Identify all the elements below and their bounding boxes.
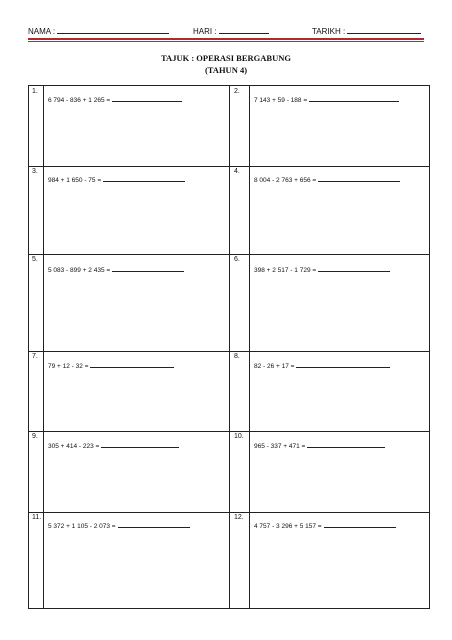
question-2[interactable] (254, 96, 399, 104)
answer-blank[interactable] (101, 442, 179, 448)
question-expression: 984 + 1 650 - 75 = (48, 177, 102, 184)
question-number: 10. (234, 433, 244, 440)
question-12[interactable] (254, 522, 396, 530)
grid-line (249, 86, 250, 608)
answer-blank[interactable] (90, 362, 174, 368)
question-expression: 398 + 2 517 - 1 729 = (254, 267, 317, 274)
question-number: 1. (32, 88, 38, 95)
answer-blank[interactable] (324, 522, 396, 528)
question-number: 9. (32, 433, 38, 440)
question-expression: 6 794 - 836 + 1 265 = (48, 97, 111, 104)
question-number: 4. (234, 168, 240, 175)
question-9[interactable] (48, 442, 179, 450)
nama-field[interactable] (28, 26, 169, 36)
worksheet-subtitle: (TAHUN 4) (204, 65, 248, 75)
question-expression: 305 + 414 - 223 = (48, 443, 100, 450)
tarikh-label: TARIKH : (312, 27, 346, 36)
answer-blank[interactable] (307, 442, 385, 448)
hari-field[interactable] (193, 26, 269, 36)
header-divider-dark (28, 41, 424, 42)
hari-label: HARI : (193, 27, 217, 36)
question-number: 2. (234, 88, 240, 95)
answer-blank[interactable] (112, 96, 182, 102)
question-number: 8. (234, 353, 240, 360)
hari-blank[interactable] (219, 26, 269, 34)
answer-blank[interactable] (112, 266, 184, 272)
questions-grid (28, 85, 430, 609)
question-3[interactable] (48, 176, 185, 184)
question-expression: 965 - 337 + 471 = (254, 443, 306, 450)
question-6[interactable] (254, 266, 390, 274)
answer-blank[interactable] (318, 266, 390, 272)
question-4[interactable] (254, 176, 400, 184)
question-5[interactable] (48, 266, 184, 274)
question-expression: 8 004 - 2 763 + 656 = (254, 177, 317, 184)
nama-label: NAMA : (28, 27, 56, 36)
question-1[interactable] (48, 96, 182, 104)
grid-line (29, 512, 429, 513)
header-divider-red (28, 38, 424, 40)
question-expression: 5 372 + 1 105 - 2 073 = (48, 523, 116, 530)
student-info-header (28, 26, 424, 38)
question-number: 5. (32, 256, 38, 263)
question-7[interactable] (48, 362, 174, 370)
question-11[interactable] (48, 522, 190, 530)
answer-blank[interactable] (296, 362, 390, 368)
question-expression: 7 143 + 59 - 188 = (254, 97, 308, 104)
question-8[interactable] (254, 362, 390, 370)
tarikh-blank[interactable] (347, 26, 421, 34)
grid-line (29, 431, 429, 432)
grid-line (29, 254, 429, 255)
question-expression: 79 + 12 - 32 = (48, 363, 89, 370)
grid-line (43, 86, 44, 608)
question-number: 6. (234, 256, 240, 263)
grid-line (229, 86, 230, 608)
question-number: 3. (32, 168, 38, 175)
answer-blank[interactable] (103, 176, 185, 182)
question-number: 11. (32, 514, 42, 521)
question-expression: 82 - 26 + 17 = (254, 363, 295, 370)
question-number: 12. (234, 514, 244, 521)
answer-blank[interactable] (118, 522, 190, 528)
grid-line (29, 351, 429, 352)
question-expression: 4 757 - 3 296 + 5 157 = (254, 523, 322, 530)
grid-line (29, 166, 429, 167)
nama-blank[interactable] (57, 26, 169, 34)
tarikh-field[interactable] (312, 26, 421, 36)
question-expression: 5 083 - 899 + 2 435 = (48, 267, 111, 274)
question-number: 7. (32, 353, 38, 360)
answer-blank[interactable] (318, 176, 400, 182)
answer-blank[interactable] (309, 96, 399, 102)
question-10[interactable] (254, 442, 385, 450)
worksheet-title: TAJUK : OPERASI BERGABUNG (161, 53, 291, 63)
